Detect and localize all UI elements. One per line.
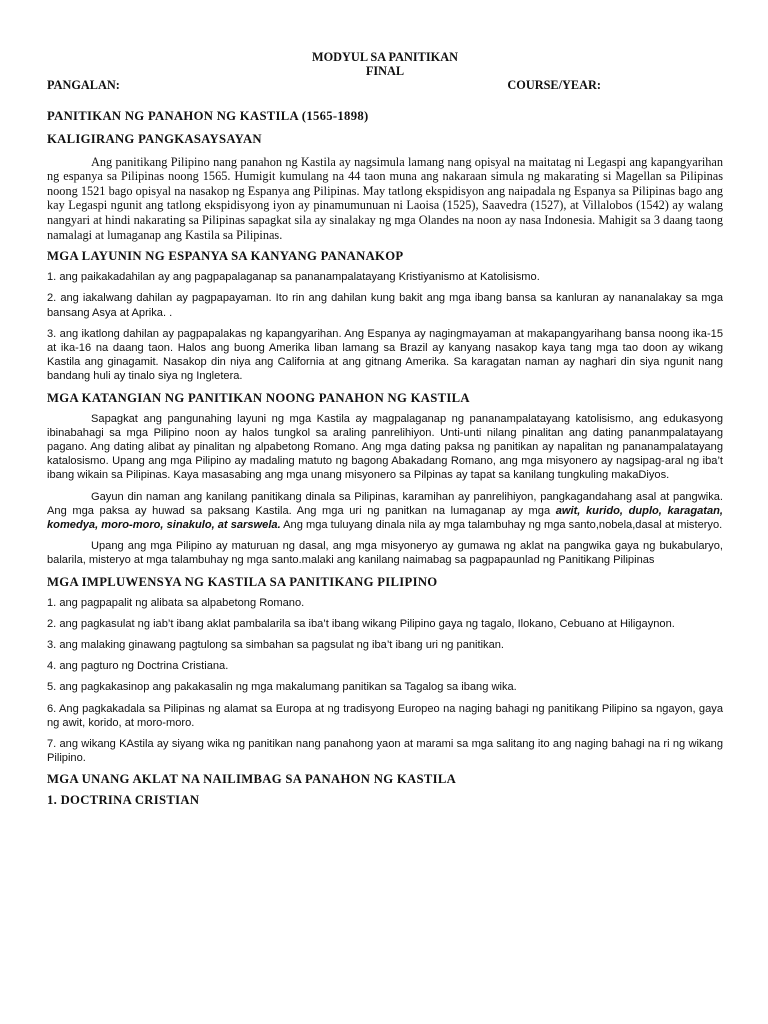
list-item-impluwensya-6: 6. Ang pagkakadala sa Pilipinas ng alamat sa Europa at ng tradisyong Europeo na naging bahagi ng panitikang Pilipino sa ngayon, gaya ng awit, korido, at moro-moro. [47,702,723,729]
student-info-row [47,78,723,93]
literary-forms-emphasis: awit, kurido, duplo, karagatan, komedya, moro-moro, sinakulo, at sarswela. [47,504,723,531]
list-item-impluwensya-2: 2. ang pagkasulat ng iab’t ibang aklat pambalarila sa iba’t ibang wikang Pilipino gaya ng tagalo, Ilokano, Cebuano at Hiligaynon. [47,617,675,630]
section-heading-layunin: MGA LAYUNIN NG ESPANYA SA KANYANG PANANAKOP [47,249,404,264]
course-year-label: COURSE/YEAR: [507,78,601,92]
paragraph-katangian-2-text: Gayun din naman ang kanilang panitikang dinala sa Pilipinas, karamihan ay panrelihiyon, pangkagandahang asal at pangwika. Ang mga paksa ay huwad sa paksang Kastila. Ang mga uri ng panitkan na lumaganap ay mga [47,490,723,517]
paragraph-katangian-2-tail: Ang mga tuluyang dinala nila ay mga talambuhay ng mga santo,nobela,dasal at misteryo. [280,519,723,531]
list-item-impluwensya-7: 7. ang wikang KAstila ay siyang wika ng panitikan nang panahong yaon at marami sa mga salitang ito ang naging bahagi na ri ng wikang Pilipino. [47,738,723,765]
document-title: MODYUL SA PANITIKAN [312,50,458,64]
section-heading-unang-aklat: MGA UNANG AKLAT NA NAILIMBAG SA PANAHON NG KASTILA [47,772,457,787]
list-item-impluwensya-4: 4. ang pagturo ng Doctrina Cristiana. [47,660,229,673]
paragraph-katangian-2 [47,490,723,533]
list-item-layunin-2: 2. ang iakalwang dahilan ay pagpapayaman. Ito rin ang dahilan kung bakit ang mga ibang bansa sa kanluran ay nananalakay sa mga bansang Asya at Aprika. . [47,292,723,319]
section-heading-katangian: MGA KATANGIAN NG PANITIKAN NOONG PANAHON NG KASTILA [47,390,470,405]
section-heading-impluwensya: MGA IMPLUWENSYA NG KASTILA SA PANITIKANG PILIPINO [47,574,438,589]
section-heading-panitikan-kastila: PANITIKAN NG PANAHON NG KASTILA (1565-1898) [47,108,369,123]
list-item-layunin-1: 1. ang paikakadahilan ay ang pagpapalaganap sa pananampalatayang Kristiyanismo at Katolisismo. [47,271,540,284]
paragraph-katangian-3: Upang ang mga Pilipino ay maturuan ng dasal, ang mga misyoneryo ay gumawa ng aklat na pangwika gaya ng bukabularyo, balarila, misteryo at mga talambuhay ng mga santo.malaki ang kanilang naimabag sa pagpapaunlad ng Panitikang Pilipinas [47,540,723,567]
paragraph-kaligiran: Ang panitikang Pilipino nang panahon ng Kastila ay nagsimula lamang nang opisyal na maitatag ni Legaspi ang kapangyarihan ng espanya sa Pilipinas noong 1565. Humigit kumulang na 44 taon muna ang nakaraan simula ng makarating si Magellan sa Pilipinas noong 1521 bago opisyal na nasakop ng Espanya ang Pilipinas. May tatlong ekspidisyon ang naipadala ng Espanya sa Pilipinas bago ang kay Legaspi ngunit ang tatlong ekspidisyong iyon ay pinamumunuan ni Laoisa (1525), Saavedra (1527), at Villalobos (1542) ay walang nangyari at hindi nakarating sa Pilipinas sapagkat sila ay sinalakay ng mga Olandes na noon ay nasa Indonesia. Mahigit sa 3 daang taong namalagi at lumaganap ang Kastila sa Pilipinas. [47,154,723,242]
paragraph-katangian-1: Sapagkat ang pangunahing layuni ng mga Kastila ay magpalaganap ng pananampalatayang katolisismo, ang edukasyong ibinabahagi sa mga Pilipino noon ay halos tungkol sa araling panrelihiyon. Unti-unti nilang pinalitan ang dating pananmpalatayang pagano. Ang dating alibat ay pinalitan ng alpabetong Romano. Ang mga dating paksa ng panitikan ay napalitan ng pananampalatayang katalosismo. Upang ang mga Pilipino ay madaling matuto ng bagong Abakadang Romano, ang mga misyonero ay nagsipag-aral ng iba’t ibang wikain sa Pilipinas. Kaya masasabing ang mga unang misyonero sa Pilpinas ay tapat sa kanilang tungkuling makaDiyos. [47,412,723,482]
list-item-layunin-3: 3. ang ikatlong dahilan ay pagpapalakas ng kapangyarihan. Ang Espanya ay nagingmayaman at makapangyarihang bansa noong ika-15 at ika-16 na daang taon. Halos ang buong Amerika liban lamang sa Brazil ay kanyang nasakop kaya tang mga tao doon ay wikang Kastila ang ginagamit. Nasakop din niya ang California at ang gitnang Amerika. Sa karagatan naman ay naghari din siya ngunit nang bandang huli ay tinalo siya ng Ingletera. [47,327,723,383]
list-item-impluwensya-1: 1. ang pagpapalit ng alibata sa alpabetong Romano. [47,596,305,609]
document-subtitle: FINAL [365,64,405,78]
list-item-impluwensya-5: 5. ang pagkakasinop ang pakakasalin ng mga makalumang panitikan sa Tagalog sa ibang wika. [47,681,517,694]
name-label: PANGALAN: [47,78,120,92]
section-heading-kaligiran: KALIGIRANG PANGKASAYSAYAN [47,131,262,146]
subsection-heading-doctrina: 1. DOCTRINA CRISTIAN [47,793,200,808]
list-item-impluwensya-3: 3. ang malaking ginawang pagtulong sa simbahan sa pagsulat ng iba’t ibang uri ng panitikan. [47,639,505,652]
